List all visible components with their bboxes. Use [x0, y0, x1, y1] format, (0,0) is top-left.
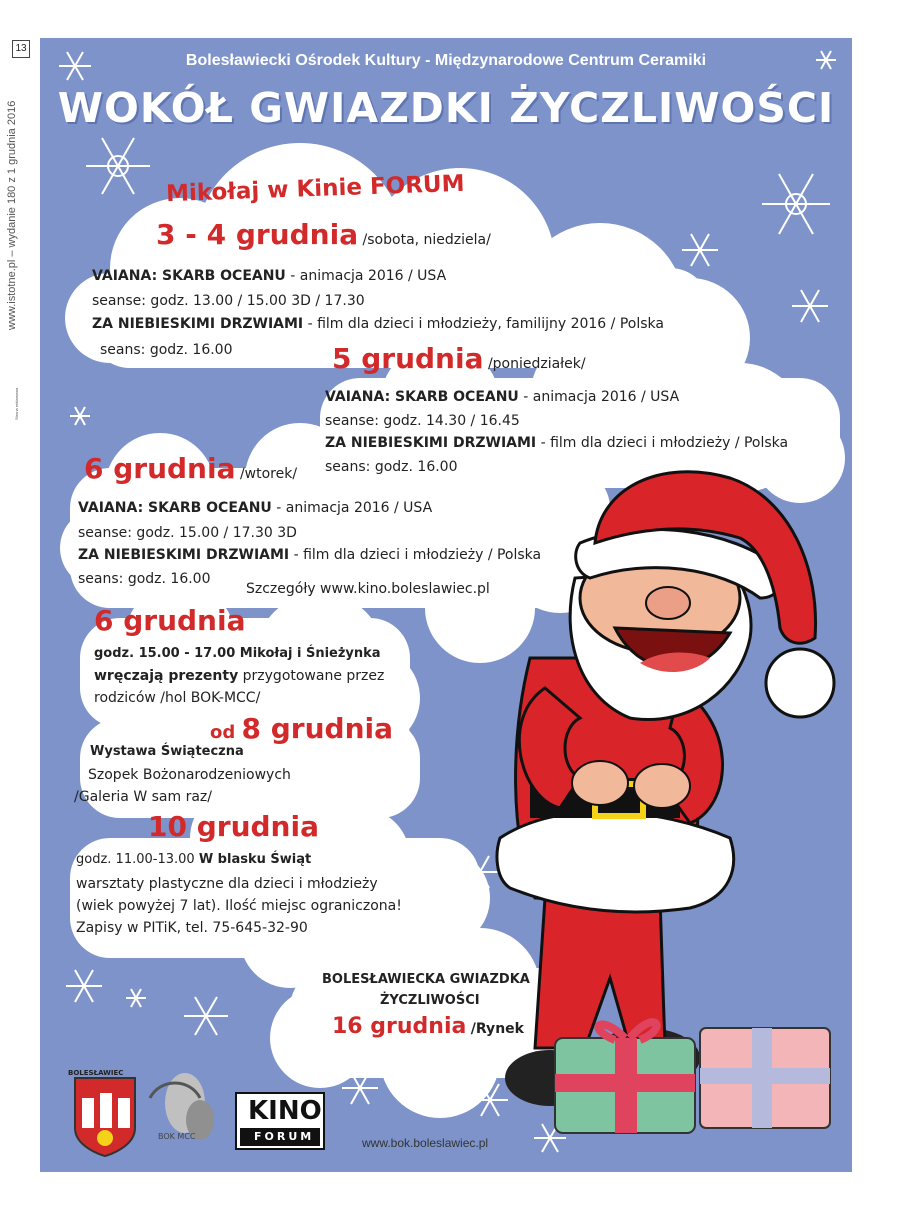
- section3-date-line: [84, 452, 297, 485]
- section3-film1-sessions: seanse: godz. 15.00 / 17.30 3D: [78, 525, 297, 541]
- section6-line1: [76, 852, 311, 867]
- section6-date: 10 grudnia: [148, 810, 319, 843]
- section4-line2-bold: wręczają prezenty: [94, 668, 239, 684]
- section1-film1: [92, 268, 446, 284]
- section1-date-line: [156, 218, 491, 251]
- section3-film2-sessions: seans: godz. 16.00: [78, 571, 211, 587]
- section3-date: 6 grudnia: [84, 452, 236, 485]
- poster-title: WOKÓŁ GWIAZDKI ŻYCZLIWOŚCI: [57, 84, 835, 132]
- section2-date-line: [332, 342, 586, 375]
- section3-date-note: /wtorek/: [239, 466, 298, 482]
- section3-film1: [78, 500, 432, 516]
- section5-date-line: [210, 712, 393, 745]
- section5-line2: Szopek Bożonarodzeniowych: [88, 767, 291, 783]
- section3-film2-desc: - film dla dzieci i młodzieży / Polska: [289, 547, 542, 563]
- section1-heading: Mikołaj w Kinie FORUM: [165, 170, 465, 208]
- section3-details: Szczegóły www.kino.boleslawiec.pl: [246, 581, 490, 597]
- section6-line2: warsztaty plastyczne dla dzieci i młodzieży: [76, 876, 378, 892]
- section3-film1-desc: - animacja 2016 / USA: [271, 500, 433, 516]
- section2-film2-title: ZA NIEBIESKIMI DRZWIAMI: [325, 435, 537, 451]
- margin-source-text: www.istotne.pl – wydanie 180 z 1 grudnia 2016: [6, 100, 18, 330]
- poster: [40, 38, 852, 1172]
- section4-line3: rodziców /hol BOK-MCC/: [94, 690, 261, 706]
- section1-date: 3 - 4 grudnia: [156, 218, 359, 251]
- section2-film2-desc: - film dla dzieci i młodzieży / Polska: [536, 435, 789, 451]
- section2-film2: [325, 435, 788, 451]
- section7-date-line: [332, 1014, 524, 1039]
- section4-line1: [94, 646, 381, 661]
- section1-film2: [92, 316, 664, 332]
- footer-url: www.bok.boleslawiec.pl: [362, 1136, 489, 1150]
- section4-line2-rest: przygotowane przez: [238, 668, 385, 684]
- section2-date: 5 grudnia: [332, 342, 484, 375]
- margin-tiny-text: Strona reklamowa: [14, 387, 19, 420]
- section2-film1-sessions: seanse: godz. 14.30 / 16.45: [325, 413, 520, 429]
- section2-date-note: /poniedziałek/: [487, 356, 586, 372]
- section3-film2-title: ZA NIEBIESKIMI DRZWIAMI: [78, 547, 290, 563]
- section6-line3: (wiek powyżej 7 lat). Ilość miejsc ograniczona!: [76, 898, 402, 914]
- section4-date: 6 grudnia: [94, 604, 246, 637]
- bok-label: BOK MCC: [158, 1132, 196, 1141]
- section1-date-note: /sobota, niedziela/: [362, 232, 491, 248]
- section3-film1-title: VAIANA: SKARB OCEANU: [78, 500, 272, 516]
- section6-line1-pre: godz. 11.00-13.00: [76, 852, 199, 867]
- section5-date: 8 grudnia: [241, 712, 394, 745]
- section7-line2: ŻYCZLIWOŚCI: [380, 993, 480, 1008]
- organization-name: Bolesławiecki Ośrodek Kultury - Międzynarodowe Centrum Ceramiki: [185, 52, 707, 69]
- section1-film2-title: ZA NIEBIESKIMI DRZWIAMI: [92, 316, 304, 332]
- section5-line3: /Galeria W sam raz/: [74, 789, 212, 805]
- section4-line2: [94, 668, 384, 684]
- section6-line1-bold: W blasku Świąt: [198, 852, 312, 867]
- section1-film1-desc: - animacja 2016 / USA: [285, 268, 447, 284]
- section1-film2-sessions: seans: godz. 16.00: [100, 342, 233, 358]
- section7-line1: BOLESŁAWIECKA GWIAZDKA: [322, 972, 530, 987]
- section5-line1: [90, 744, 244, 759]
- section2-film1-desc: - animacja 2016 / USA: [518, 389, 680, 405]
- section1-film2-desc: - film dla dzieci i młodzieży, familijny 2016 / Polska: [303, 316, 664, 332]
- boleslawiec-crest-logo: [75, 1078, 135, 1156]
- crest-label: BOLESŁAWIEC: [68, 1069, 124, 1077]
- section3-film2: [78, 547, 541, 563]
- section2-film2-sessions: seans: godz. 16.00: [325, 459, 458, 475]
- section7-date-note: /Rynek: [470, 1021, 524, 1037]
- page-number: 13: [12, 40, 30, 58]
- forum-label: FORUM: [254, 1130, 315, 1143]
- bok-mcc-logo: [150, 1073, 214, 1140]
- section2-film1: [325, 389, 679, 405]
- section2-film1-title: VAIANA: SKARB OCEANU: [325, 389, 519, 405]
- section4-line1-bold: godz. 15.00 - 17.00 Mikołaj i Śnieżynka: [94, 646, 381, 661]
- kino-label: KINO: [248, 1096, 322, 1126]
- section5-date-prefix: od: [210, 722, 242, 743]
- section6-line4: Zapisy w PITiK, tel. 75-645-32-90: [76, 920, 308, 936]
- section1-film1-sessions: seanse: godz. 13.00 / 15.00 3D / 17.30: [92, 293, 365, 309]
- section5-line1-bold: Wystawa Świąteczna: [90, 744, 244, 759]
- section1-film1-title: VAIANA: SKARB OCEANU: [92, 268, 286, 284]
- section7-date: 16 grudnia: [332, 1014, 467, 1039]
